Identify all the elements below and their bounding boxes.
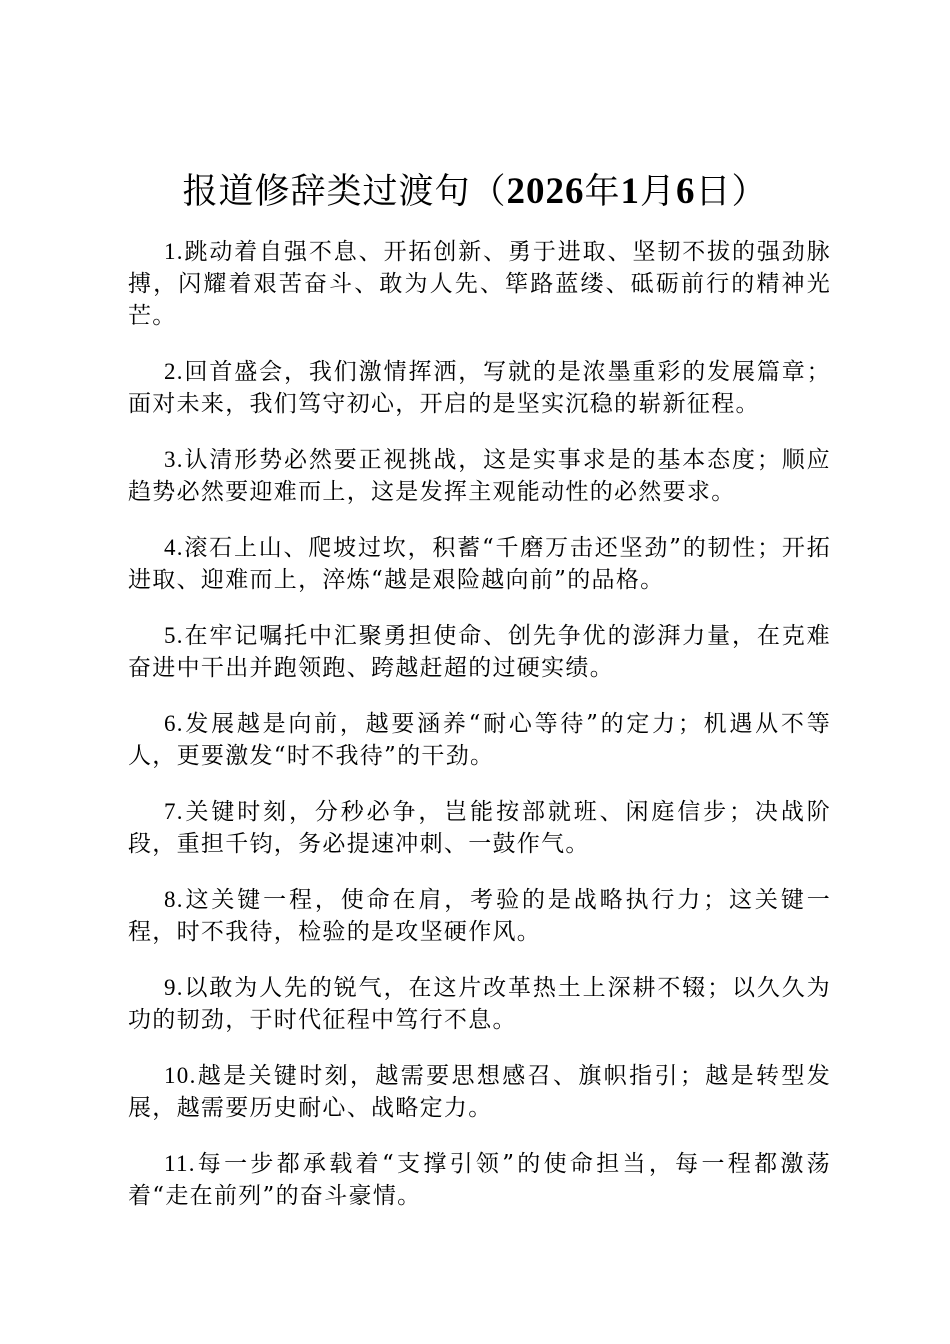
item-index: 10.	[164, 1063, 197, 1088]
item-index: 3.	[164, 447, 184, 472]
item-text: 在牢记嘱托中汇聚勇担使命、创先争优的澎湃力量，在克难奋进中干出并跑领跑、跨越赶超的过硬实绩。	[128, 623, 831, 681]
document-body	[128, 236, 831, 1236]
list-item	[128, 796, 831, 860]
item-text: 发展越是向前，越要涵养“耐心等待”的定力；机遇从不等人，更要激发“时不我待”的干劲。	[128, 711, 831, 769]
list-item	[128, 356, 831, 420]
item-text: 关键时刻，分秒必争，岂能按部就班、闲庭信步；决战阶段，重担千钧，务必提速冲刺、一鼓作气。	[128, 799, 831, 857]
item-index: 8.	[164, 887, 184, 912]
list-item	[128, 1060, 831, 1124]
list-item	[128, 532, 831, 596]
item-text: 回首盛会，我们激情挥洒，写就的是浓墨重彩的发展篇章；面对未来，我们笃守初心，开启的是坚实沉稳的崭新征程。	[128, 359, 831, 417]
item-text: 以敢为人先的锐气，在这片改革热土上深耕不辍；以久久为功的韧劲，于时代征程中笃行不息。	[128, 975, 831, 1033]
item-index: 11.	[164, 1151, 196, 1176]
list-item	[128, 708, 831, 772]
item-text: 跳动着自强不息、开拓创新、勇于进取、坚韧不拔的强劲脉搏，闪耀着艰苦奋斗、敢为人先、筚路蓝缕、砥砺前行的精神光芒。	[128, 239, 831, 329]
title-main: 报道修辞类过渡句（	[182, 172, 507, 212]
item-text: 每一步都承载着“支撑引领”的使命担当，每一程都激荡着“走在前列”的奋斗豪情。	[128, 1151, 831, 1209]
item-index: 2.	[164, 359, 184, 384]
list-item	[128, 236, 831, 332]
list-item	[128, 620, 831, 684]
title-month-unit: 月	[640, 172, 677, 212]
title-year-unit: 年	[584, 172, 621, 212]
item-text: 这关键一程，使命在肩，考验的是战略执行力；这关键一程，时不我待，检验的是攻坚硬作风。	[128, 887, 831, 945]
item-index: 4.	[164, 535, 184, 560]
item-index: 6.	[164, 711, 184, 736]
title-month: 1	[620, 171, 640, 212]
title-day-unit: 日）	[695, 172, 768, 212]
list-item	[128, 884, 831, 948]
page-title	[0, 168, 950, 216]
list-item	[128, 1148, 831, 1212]
item-index: 9.	[164, 975, 184, 1000]
item-index: 7.	[164, 799, 184, 824]
item-index: 1.	[164, 239, 184, 264]
list-item	[128, 972, 831, 1036]
title-year: 2026	[506, 171, 585, 212]
list-item	[128, 444, 831, 508]
item-text: 认清形势必然要正视挑战，这是实事求是的基本态度；顺应趋势必然要迎难而上，这是发挥主观能动性的必然要求。	[128, 447, 831, 505]
item-text: 越是关键时刻，越需要思想感召、旗帜指引；越是转型发展，越需要历史耐心、战略定力。	[128, 1063, 831, 1121]
item-text: 滚石上山、爬坡过坎，积蓄“千磨万击还坚劲”的韧性；开拓进取、迎难而上，淬炼“越是艰险越向前”的品格。	[128, 535, 831, 593]
item-index: 5.	[164, 623, 184, 648]
title-day: 6	[676, 171, 696, 212]
